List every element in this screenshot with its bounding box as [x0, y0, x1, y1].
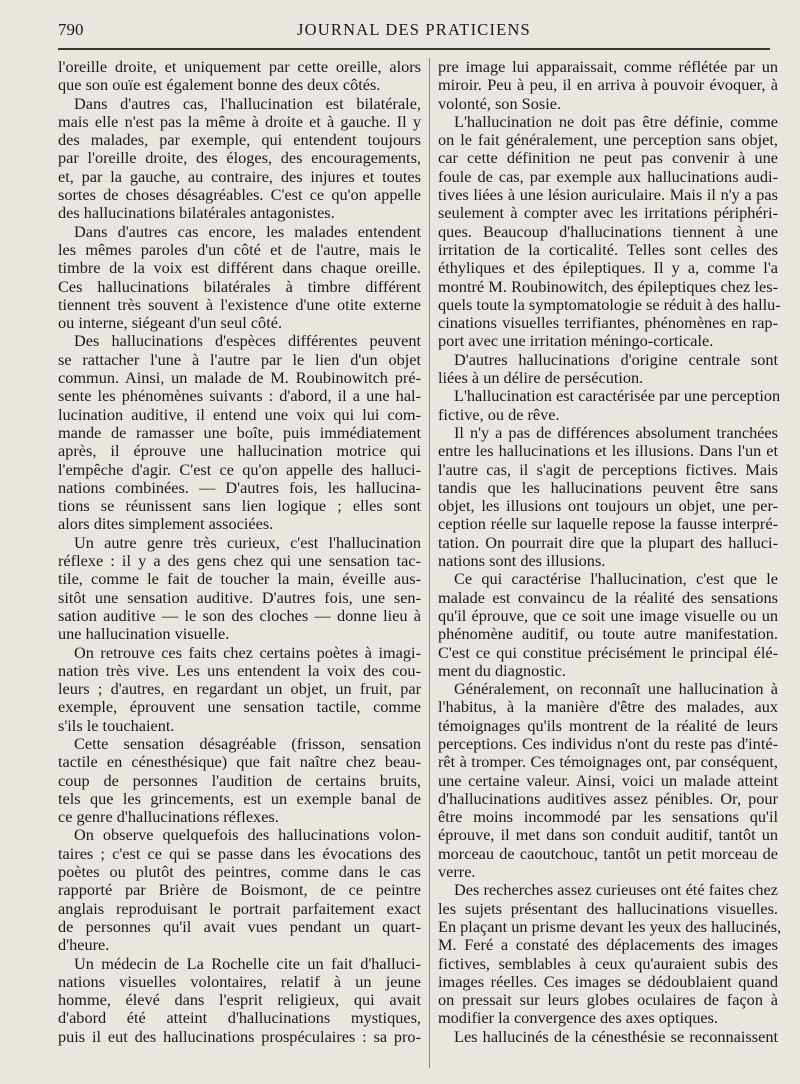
text-line: d'heure. [58, 935, 110, 955]
text-line: timbre de la voix est différent dans chaque oreille. [58, 258, 421, 278]
text-line: fictives, semblables à ceux qu'auraient subis des [438, 953, 778, 973]
text-line: taires ; c'est ce qui se passe dans les évocations des [58, 843, 421, 863]
text-line: des malades, par exemple, qui entendent toujours [58, 130, 421, 150]
text-line: d'abord été atteint d'hallucinations mystiques, [58, 1008, 421, 1028]
text-line: tation. On pourrait dire que la plupart des halluci- [438, 532, 778, 552]
text-line: tactile en cénesthésique) que fait naître chez beau- [58, 752, 421, 772]
text-line: sente les phénomènes suivants : d'abord, il a une hal- [58, 386, 421, 406]
text-line: L'hallucination ne doit pas être définie, comme [454, 111, 778, 131]
page-number: 790 [58, 20, 84, 39]
running-title: JOURNAL DES PRATICIENS [297, 20, 531, 39]
text-line: puis il eut des hallucinations prospéculaires : sa pro- [58, 1026, 421, 1046]
text-line: seulement à compter avec les irritations périphéri- [438, 203, 778, 223]
text-line: Des recherches assez curieuses ont été faites chez [454, 880, 778, 900]
text-line: car cette définition ne peut pas convenir à une [438, 148, 778, 168]
text-line: verre. [438, 862, 476, 882]
text-line: Il n'y a pas de différences absolument tranchées [454, 422, 778, 442]
text-line: réflexe : il y a des gens chez qui une sensation tac- [58, 551, 421, 571]
text-line: mais elle n'est pas la même à droite et à gauche. Il y [58, 111, 421, 131]
text-line: morceau de caoutchouc, tantôt un petit morceau de [438, 843, 778, 863]
text-line: sitôt une sensation auditive. D'autres fois, une sen- [58, 587, 421, 607]
text-line: port avec une irritation méningo-corticale. [438, 331, 714, 351]
text-line: lucination auditive, il entend une voix qui lui com- [58, 404, 421, 424]
text-line: objet, les illusions ont toujours un objet, une per- [438, 496, 778, 516]
text-line: tels que les grincements, est un exemple banal de [58, 788, 421, 808]
text-line: entre les hallucinations et les illusions. Dans l'un et [438, 441, 778, 461]
text-line: ception réelle sur laquelle repose la fausse interpré- [438, 514, 778, 534]
text-line: nation très vive. Les uns entendent la voix des cou- [58, 660, 421, 680]
text-line: sation auditive — le son des cloches — donne lieu à [58, 605, 421, 625]
text-line: rapporté par Brière de Boismont, de ce peintre [58, 880, 421, 900]
text-line: tile, comme le fait de toucher la main, éveille aus- [58, 569, 421, 589]
text-line: pre image lui apparaissait, comme réflétée par un [438, 57, 778, 76]
text-line: Des hallucinations d'espèces différentes peuvent [74, 331, 421, 351]
text-line: ce genre d'hallucinations réflexes. [58, 807, 279, 827]
text-line: éprouve, il met dans son conduit auditif, tantôt un [438, 825, 778, 845]
text-line: et, par la gauche, au contraire, des injures et toutes [58, 166, 421, 186]
text-line: nations combinées. — D'autres fois, les hallucina- [58, 477, 421, 497]
right-column [438, 57, 782, 1046]
text-line: En plaçant un prisme devant les yeux des hallucinés, [438, 916, 782, 936]
text-line: témoignages qu'ils montrent de la réalité de leurs [438, 715, 778, 735]
text-line: images réelles. Ces images se dédoublaient quand [438, 971, 778, 991]
text-line: modifier la convergence des axes optiques. [438, 1008, 719, 1028]
left-column [58, 58, 421, 1046]
text-line: tives liées à une lésion auriculaire. Mais il n'y a pas [438, 185, 778, 205]
text-line: rêt à tromper. Ces témoignages ont, par conséquent, [438, 752, 778, 772]
text-line: anglais reproduisant le portrait parfaitement exact [58, 898, 421, 918]
page-header [58, 20, 770, 42]
text-line: l'oreille droite, et uniquement par cette oreille, alors [58, 57, 421, 76]
text-line: On observe quelquefois des hallucinations volon- [74, 825, 421, 845]
text-line: Ce qui caractérise l'hallucination, c'est que le [454, 569, 778, 589]
text-line: liées à un délire de persécution. [438, 368, 644, 388]
text-line: mande de ramasser une boîte, puis immédiatement [58, 422, 421, 442]
text-line: s'ils le touchaient. [58, 715, 175, 735]
text-line: l'habitus, à la manière d'être des malades, aux [438, 697, 778, 717]
text-line: l'autre cas, il s'agit de perceptions fictives. Mais [438, 459, 778, 479]
text-line: tions se réunissent sans lien logique ; elles sont [58, 496, 421, 516]
header-rule [58, 48, 770, 50]
text-line: Généralement, on reconnaît une hallucination à [454, 679, 778, 699]
text-line: cinations visuelles terrifiantes, phénomènes en rap- [438, 313, 778, 333]
text-line: nations sont des illusions. [438, 551, 606, 571]
text-line: ment du diagnostic. [438, 660, 566, 680]
text-line: qu'il éprouve, que ce soit une image visuelle ou un [438, 605, 778, 625]
text-line: irritation de la corticalité. Telles sont celles des [438, 239, 778, 259]
text-line: homme, élevé dans l'esprit religieux, qui avait [58, 990, 421, 1010]
text-line: leurs ; d'autres, en regardant un objet, un fruit, par [58, 679, 421, 699]
text-line: Cette sensation désagréable (frisson, sensation [74, 733, 421, 753]
text-line: miroir. Peu à peu, il en arriva à pouvoir évoquer, à [438, 75, 778, 95]
text-line: montré M. Roubinowitch, des épileptiques chez les- [438, 276, 778, 296]
text-line: ou interne, siégeant d'un seul côté. [58, 313, 283, 333]
text-line: C'est ce qui constitue précisément le principal élé- [438, 642, 778, 662]
text-line: de personnes qu'il avait vues pendant un quart- [58, 916, 421, 936]
text-line: Un médecin de La Rochelle cite un fait d'halluci- [74, 953, 421, 973]
text-line: des hallucinations bilatérales antagonistes. [58, 203, 335, 223]
text-line: poètes ou plutôt des peintres, comme dans le cas [58, 862, 421, 882]
text-line: éthyliques et des épileptiques. Il y a, comme l'a [438, 258, 778, 278]
text-line: commun. Ainsi, un malade de M. Roubinowitch pré- [58, 368, 421, 388]
text-line: une certaine valeur. Ainsi, voici un malade atteint [438, 770, 778, 790]
text-line: l'empêche d'agir. C'est ce qu'on appelle des halluci- [58, 459, 421, 479]
text-line: alors dites simplement associées. [58, 514, 274, 534]
text-line: d'hallucinations auditives assez pénibles. Or, pour [438, 788, 778, 808]
text-line: ques. Beaucoup d'hallucinations tiennent à une [438, 221, 778, 241]
text-line: M. Feré a constaté des déplacements des images [438, 935, 778, 955]
text-line: se rattacher l'une à l'autre par le lien d'un objet [58, 349, 421, 369]
text-line: quels toute la symptomatologie se réduit à des hallu- [438, 294, 781, 314]
text-line: être moins incommodé par les sensations qu'il [438, 807, 778, 827]
text-line: Dans d'autres cas encore, les malades entendent [74, 221, 421, 241]
text-line: Ces hallucinations bilatérales à timbre différent [58, 276, 421, 296]
text-line: après, il éprouve une hallucination motrice qui [58, 441, 421, 461]
text-line: coup de personnes l'audition de certains bruits, [58, 770, 421, 790]
text-line: Les hallucinés de la cénesthésie se reconnaissent [454, 1026, 778, 1046]
text-line: On retrouve ces faits chez certains poètes à imagi- [74, 642, 421, 662]
text-line: on pressait sur leurs globes oculaires de façon à [438, 990, 778, 1010]
text-line: une hallucination visuelle. [58, 624, 230, 644]
text-line: Un autre genre très curieux, c'est l'hallucination [74, 532, 421, 552]
text-line: Dans d'autres cas, l'hallucination est bilatérale, [74, 93, 421, 113]
text-line: fictive, ou de rêve. [438, 404, 560, 424]
text-line: les mêmes paroles d'un côté et de l'autre, mais le [58, 239, 421, 259]
text-line: que son ouïe est également bonne des deux côtés. [58, 75, 381, 95]
text-line: les sujets présentant des hallucinations visuelles. [438, 898, 778, 918]
column-divider [429, 58, 430, 1068]
text-line: sortes de choses désagréables. C'est ce qu'on appelle [58, 185, 421, 205]
text-line: phénomène auditif, ou toute autre manifestation. [438, 624, 778, 644]
text-line: foule de cas, par exemple aux hallucinations audi- [438, 166, 778, 186]
text-line: exemple, éprouvent une sensation tactile, comme [58, 697, 421, 717]
text-line: nations visuelles volontaires, relatif à un jeune [58, 971, 421, 991]
text-line: L'hallucination est caractérisée par une perception [454, 386, 781, 406]
text-line: D'autres hallucinations d'origine centrale sont [454, 349, 778, 369]
text-line: perceptions. Ces individus n'ont du reste pas d'inté- [438, 733, 778, 753]
text-line: volonté, son Sosie. [438, 93, 562, 113]
text-line: tiennent très souvent à l'existence d'une otite externe [58, 294, 421, 314]
text-line: malade est convaincu de la réalité des sensations [438, 587, 778, 607]
text-line: tandis que les hallucinations peuvent être sans [438, 477, 778, 497]
text-line: on le fait généralement, une perception sans objet, [438, 130, 778, 150]
text-line: par l'oreille droite, des éloges, des encouragements, [58, 148, 421, 168]
